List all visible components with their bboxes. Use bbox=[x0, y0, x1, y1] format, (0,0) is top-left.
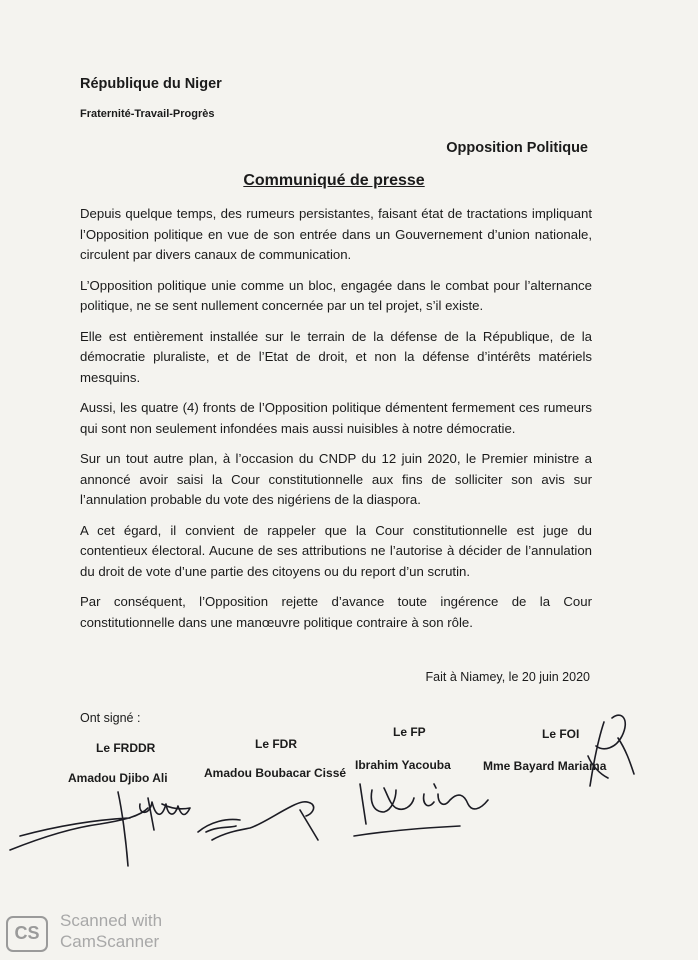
signature-frddr-scribble bbox=[10, 792, 190, 866]
body-paragraph: Sur un tout autre plan, à l’occasion du CNDP du 12 juin 2020, le Premier ministre a annoncé avoir saisi la Cour constitutionnelle aux fins de solliciter son avis sur l’annulation probable du vote des nigériens de la diaspora. bbox=[80, 451, 592, 507]
signatory-name-fp: Ibrahim Yacouba bbox=[355, 758, 451, 772]
signatures-group bbox=[0, 700, 698, 900]
front-fdr: Le FDR bbox=[255, 737, 297, 751]
body-paragraph: Par conséquent, l’Opposition rejette d’avance toute ingérence de la Cour constitutionnelle dans une manœuvre politique contraire à son rôle. bbox=[80, 594, 592, 630]
organization-heading: Opposition Politique bbox=[446, 140, 588, 156]
national-motto: Fraternité-Travail-Progrès bbox=[80, 108, 215, 120]
front-foi: Le FOI bbox=[542, 727, 580, 741]
body-paragraph: Elle est entièrement installée sur le terrain de la défense de la République, de la démocratie pluraliste, et de l’Etat de droit, et non la défense d’intérêts matériels mesquins. bbox=[80, 328, 592, 385]
watermark-line-1: Scanned with bbox=[60, 911, 163, 930]
signature-fp-scribble bbox=[354, 784, 488, 836]
communique-body bbox=[80, 204, 592, 643]
document-title: Communiqué de presse bbox=[243, 172, 425, 189]
signature-foi-scribble bbox=[588, 715, 634, 786]
signatory-name-frddr: Amadou Djibo Ali bbox=[68, 771, 168, 785]
body-paragraph: A cet égard, il convient de rappeler que la Cour constitutionnelle est juge du contentieux électoral. Aucune de ses attributions ne l’autorise à décider de l’annulation du droit de vote d’une partie des citoyens ou du report d’un scrutin. bbox=[80, 522, 592, 579]
signatory-name-foi: Mme Bayard Mariama bbox=[483, 759, 607, 773]
front-frddr: Le FRDDR bbox=[96, 741, 156, 755]
country-heading: République du Niger bbox=[80, 76, 222, 92]
dateline: Fait à Niamey, le 20 juin 2020 bbox=[425, 670, 590, 684]
watermark-line-2: CamScanner bbox=[60, 932, 160, 951]
camscanner-logo: CS bbox=[6, 916, 48, 952]
camscanner-watermark bbox=[60, 910, 162, 952]
signatory-name-fdr: Amadou Boubacar Cissé bbox=[204, 766, 347, 780]
signed-label: Ont signé : bbox=[80, 711, 141, 725]
front-fp: Le FP bbox=[393, 725, 426, 739]
body-paragraph: L’Opposition politique unie comme un bloc, engagée dans le combat pour l’alternance politique, ne se sent nullement concernée par un tel projet, s’il existe. bbox=[80, 277, 592, 313]
body-paragraph: Aussi, les quatre (4) fronts de l’Opposition politique démentent fermement ces rumeurs qui sont non seulement infondées mais aussi nuisibles à notre démocratie. bbox=[80, 400, 592, 436]
signature-fdr-scribble bbox=[198, 802, 318, 840]
body-paragraph: Depuis quelque temps, des rumeurs persistantes, faisant état de tractations impliquant l’Opposition politique en vue de son entrée dans un Gouvernement d’union nationale, circulent par divers canaux de communication. bbox=[80, 206, 592, 262]
